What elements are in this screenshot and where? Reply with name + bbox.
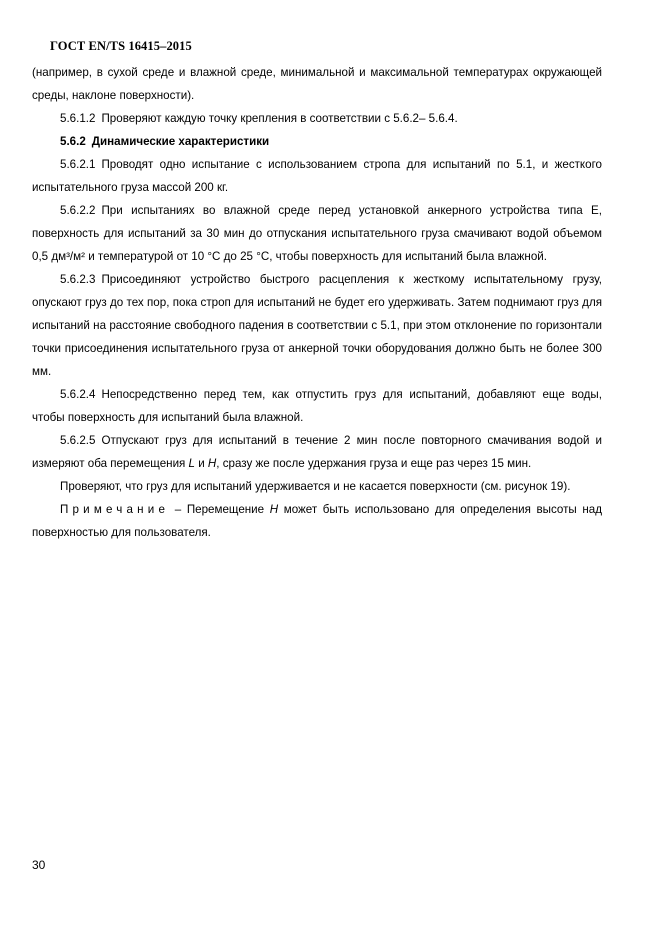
section-title: Динамические характеристики [91,135,270,148]
paragraph-check [32,475,602,498]
note-text-part: – Перемещение [169,503,270,516]
section-number: 5.6.2 [60,135,86,148]
clause-text-part: Отпускают груз для испытаний в течение 2 мин после повторного смачивания водой и измеряют оба перемещения [32,434,602,470]
variable-L: L [188,457,195,470]
clause-number: 5.6.2.5 [60,434,96,447]
section-heading-5-6-2 [32,130,602,153]
clause-text: Присоединяют устройство быстрого расцепления к жесткому испытательному грузу, опускают груз до тех пор, пока строп для испытаний не будет его удерживать. Затем поднимают груз для испытаний на расстояние свободного падения в соответствии с 5.1, при этом отклонение по горизонтали точки присоединения испытательного груза от анкерной точки оборудования должно быть не более 300 мм. [32,273,602,378]
note-paragraph [32,498,602,544]
clause-5-6-2-3 [32,268,602,383]
note-text-part: может быть использовано для определения высоты над поверхностью для пользователя. [32,503,603,539]
paragraph-text: (например, в сухой среде и влажной среде, минимальной и максимальной температурах окружающей среды, наклоне поверхности). [32,66,602,102]
note-label: Примечание [60,503,170,516]
clause-number: 5.6.2.1 [60,158,96,171]
clause-5-6-2-5 [32,429,602,475]
page-number: 30 [32,858,46,872]
clause-5-6-2-4 [32,383,602,429]
clause-5-6-2-2 [32,199,602,268]
document-body [32,61,602,544]
clause-text: Непосредственно перед тем, как отпустить груз для испытаний, добавляют еще воды, чтобы поверхность для испытаний была влажной. [32,388,602,424]
clause-text-part: и [195,457,208,470]
clause-text: При испытаниях во влажной среде перед установкой анкерного устройства типа E, поверхность для испытаний за 30 мин до отпускания испытательного груза смачивают водой объемом 0,5 дм³/м² и температурой от 10 °C до 25 °C, чтобы поверхность для испытаний была влажной. [32,204,602,263]
clause-text: Проверяют каждую точку крепления в соответствии с 5.6.2– 5.6.4. [101,112,458,125]
clause-5-6-1-2 [32,107,602,130]
variable-H: H [207,457,217,470]
clause-number: 5.6.1.2 [60,112,96,125]
clause-number: 5.6.2.4 [60,388,96,401]
clause-number: 5.6.2.3 [60,273,96,286]
clause-text-part: , сразу же после удержания груза и еще раз через 15 мин. [216,457,532,470]
clause-text: Проводят одно испытание с использованием стропа для испытаний по 5.1, и жесткого испытательного груза массой 200 кг. [32,158,602,194]
clause-number: 5.6.2.2 [60,204,96,217]
clause-5-6-2-1 [32,153,602,199]
variable-H: H [269,503,279,516]
paragraph-text: Проверяют, что груз для испытаний удерживается и не касается поверхности (см. рисунок 19). [60,480,571,493]
paragraph-continuation [32,61,602,107]
document-header: ГОСТ EN/TS 16415–2015 [50,39,192,53]
